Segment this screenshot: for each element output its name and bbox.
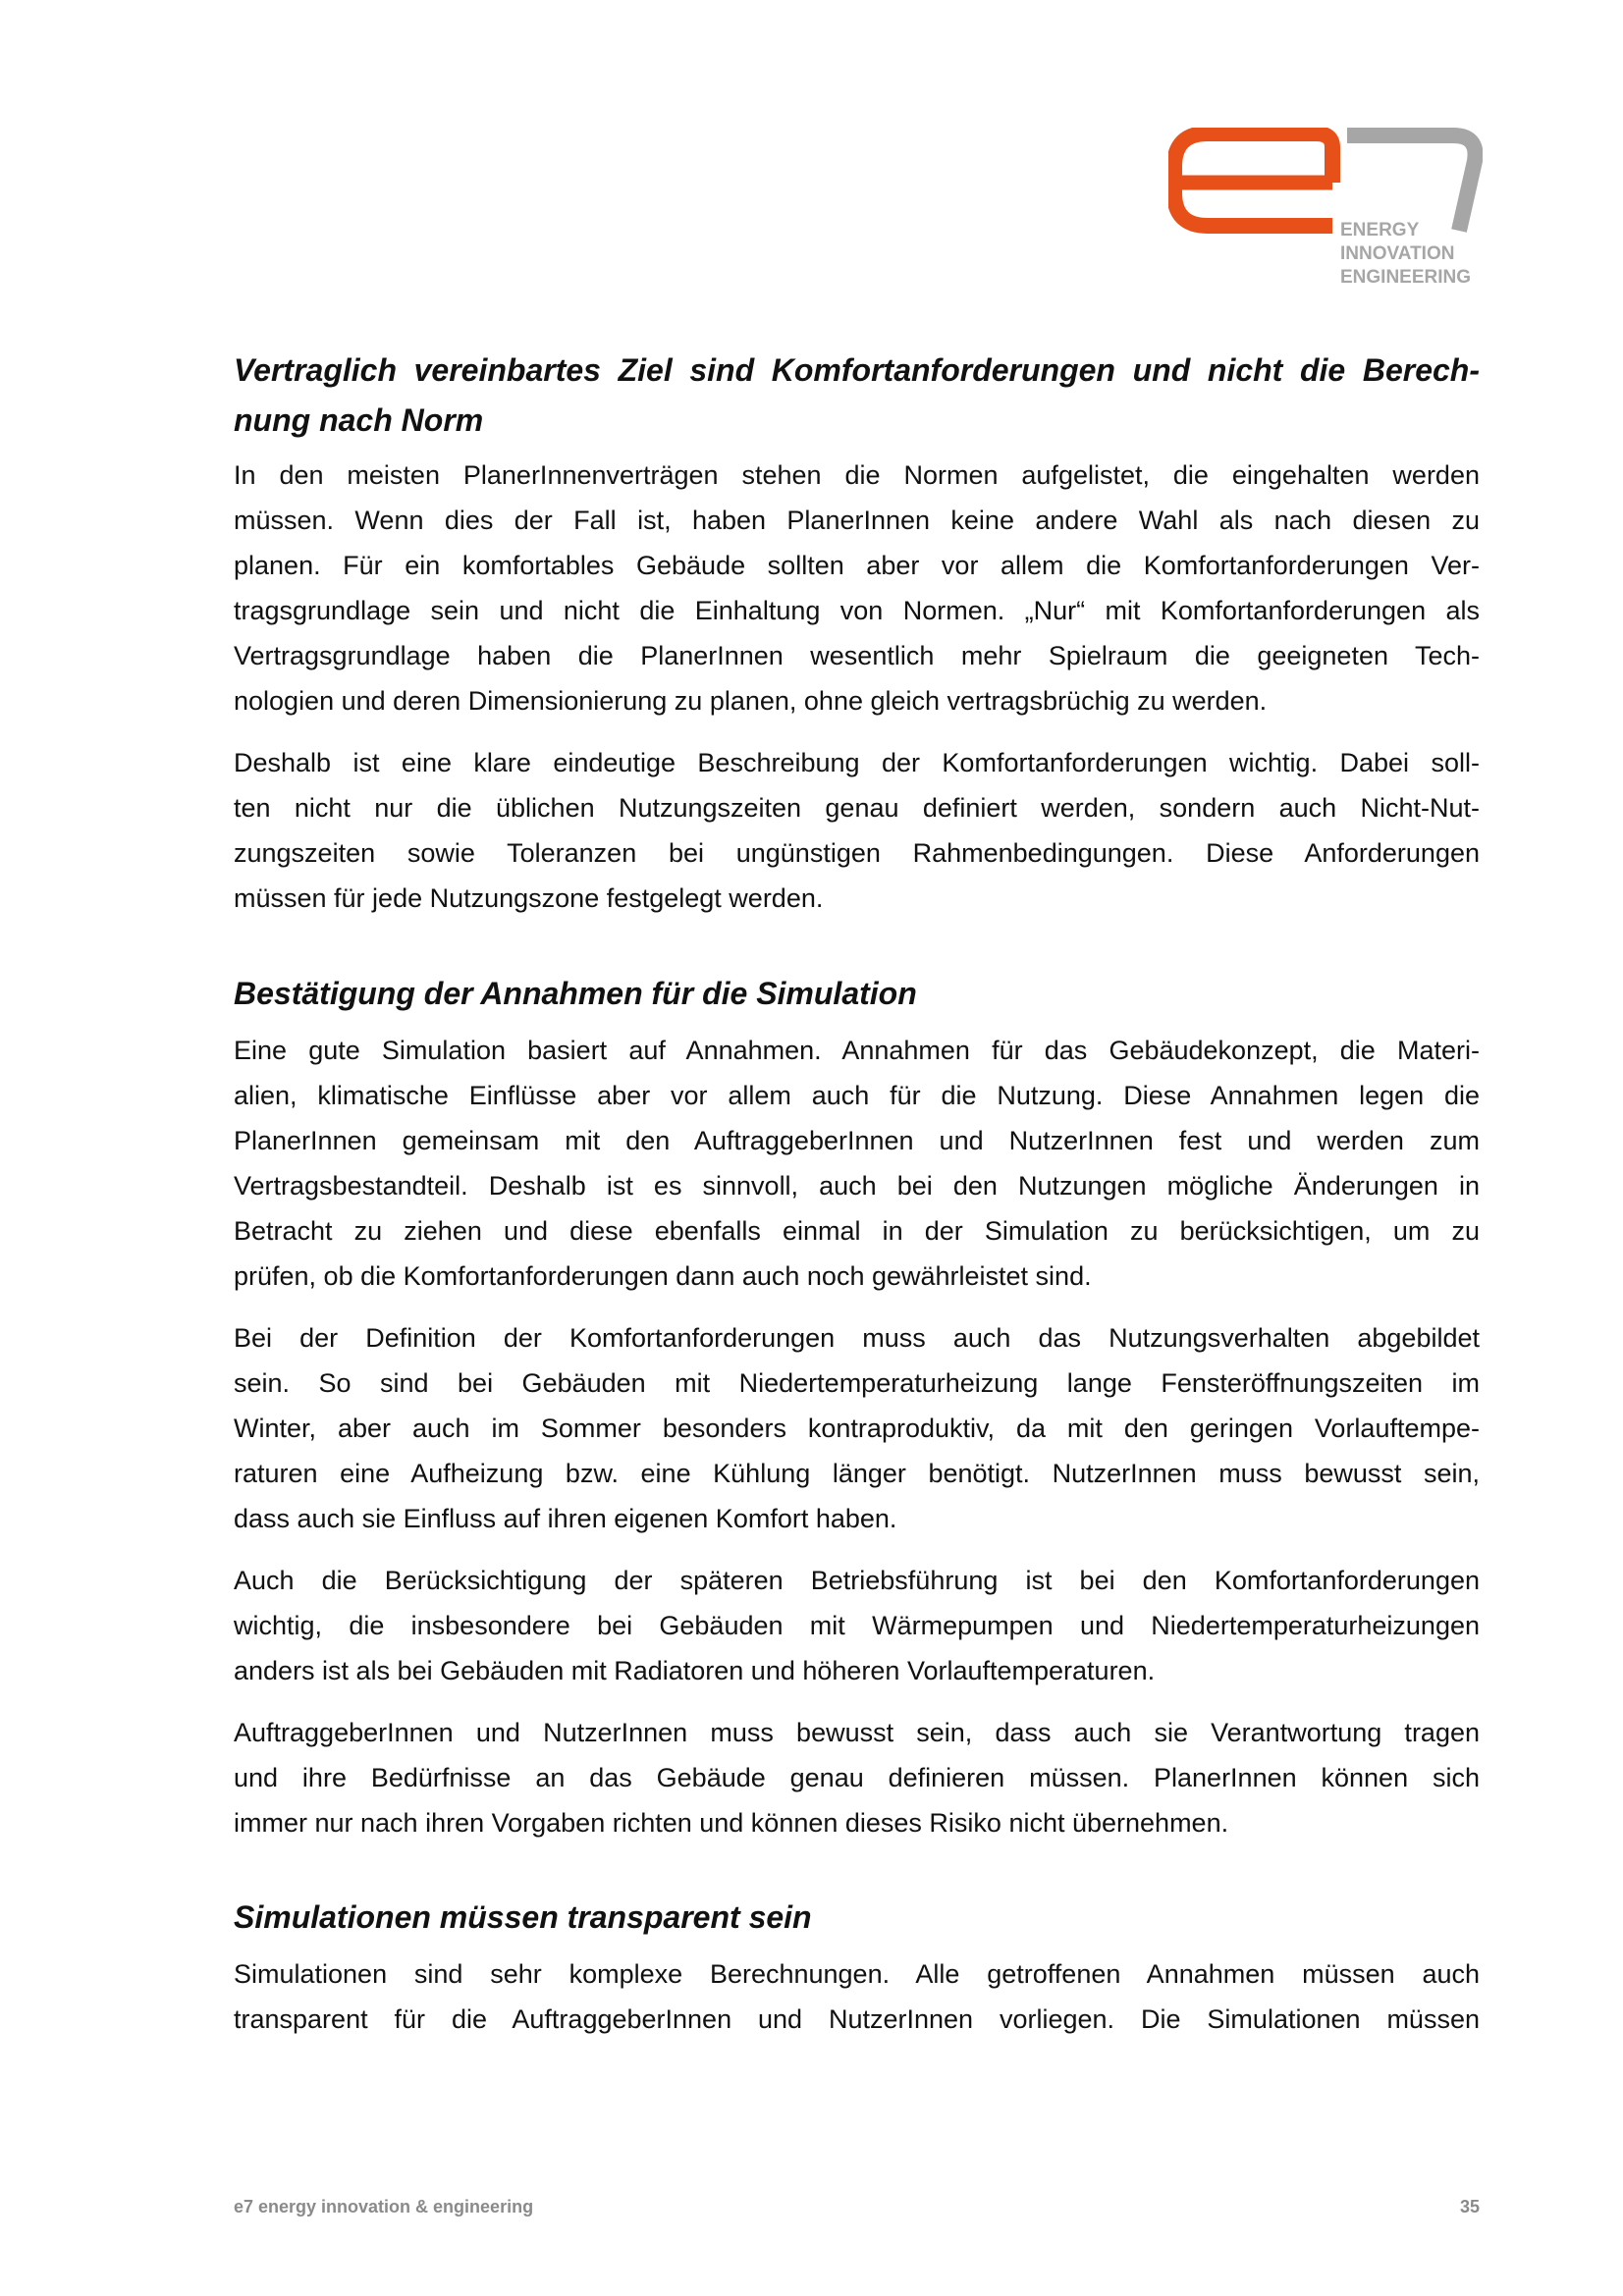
paragraph xyxy=(234,1558,1480,1693)
heading-line: nung nach Norm xyxy=(234,402,484,438)
text-line: müssen für jede Nutzungszone festgelegt werden. xyxy=(234,883,824,913)
paragraph xyxy=(234,1951,1480,2042)
text-line: Bei der Definition der Komfortanforderungen muss auch das Nutzungsverhalten abgebildet xyxy=(234,1323,1480,1353)
text-line: prüfen, ob die Komfortanforderungen dann auch noch gewährleistet sind. xyxy=(234,1261,1092,1291)
text-line: Deshalb ist eine klare eindeutige Beschreibung der Komfortanforderungen wichtig. Dabei soll- xyxy=(234,748,1480,777)
paragraph xyxy=(234,740,1480,921)
text-line: und ihre Bedürfnisse an das Gebäude genau definieren müssen. PlanerInnen können sich xyxy=(234,1763,1480,1792)
section-heading xyxy=(234,1893,1480,1943)
footer-company: e7 energy innovation & engineering xyxy=(234,2197,534,2216)
heading-line: Vertraglich vereinbartes Ziel sind Komfortanforderungen und nicht die Berech- xyxy=(234,352,1480,388)
heading-line: Simulationen müssen transparent sein xyxy=(234,1899,812,1935)
text-line: zungszeiten sowie Toleranzen bei ungünstigen Rahmenbedingungen. Diese Anforderungen xyxy=(234,838,1480,868)
text-line: müssen. Wenn dies der Fall ist, haben PlanerInnen keine andere Wahl als nach diesen zu xyxy=(234,506,1480,535)
text-line: Winter, aber auch im Sommer besonders kontraproduktiv, da mit den geringen Vorlauftempe- xyxy=(234,1414,1480,1443)
paragraph xyxy=(234,1028,1480,1299)
text-line: planen. Für ein komfortables Gebäude sollten aber vor allem die Komfortanforderungen Ver- xyxy=(234,551,1480,580)
logo-line-3: ENGINEERING xyxy=(1340,267,1472,287)
text-line: Betracht zu ziehen und diese ebenfalls einmal in der Simulation zu berücksichtigen, um zu xyxy=(234,1216,1480,1246)
text-line: tragsgrundlage sein und nicht die Einhaltung von Normen. „Nur“ mit Komfortanforderungen als xyxy=(234,596,1480,625)
text-line: raturen eine Aufheizung bzw. eine Kühlung länger benötigt. NutzerInnen muss bewusst sein, xyxy=(234,1459,1480,1488)
logo-line-1: ENERGY xyxy=(1340,220,1420,240)
text-line: ten nicht nur die üblichen Nutzungszeiten genau definiert werden, sondern auch Nicht-Nut- xyxy=(234,793,1480,823)
text-line: alien, klimatische Einflüsse aber vor allem auch für die Nutzung. Diese Annahmen legen die xyxy=(234,1081,1480,1110)
heading-line: Bestätigung der Annahmen für die Simulation xyxy=(234,976,917,1011)
text-line: Auch die Berücksichtigung der späteren Betriebsführung ist bei den Komfortanforderungen xyxy=(234,1566,1480,1595)
section-heading xyxy=(234,346,1480,446)
text-line: dass auch sie Einfluss auf ihren eigenen Komfort haben. xyxy=(234,1504,897,1533)
text-line: AuftraggeberInnen und NutzerInnen muss bewusst sein, dass auch sie Verantwortung tragen xyxy=(234,1718,1480,1747)
text-line: wichtig, die insbesondere bei Gebäuden mit Wärmepumpen und Niedertemperaturheizungen xyxy=(234,1611,1480,1640)
logo-line-2: INNOVATION xyxy=(1340,243,1455,264)
text-line: Vertragsgrundlage haben die PlanerInnen wesentlich mehr Spielraum die geeigneten Tech- xyxy=(234,641,1480,670)
text-line: sein. So sind bei Gebäuden mit Niedertemperaturheizung lange Fensteröffnungszeiten im xyxy=(234,1368,1480,1398)
text-line: nologien und deren Dimensionierung zu planen, ohne gleich vertragsbrüchig zu werden. xyxy=(234,686,1268,716)
paragraph xyxy=(234,1315,1480,1541)
paragraph xyxy=(234,453,1480,723)
text-line: In den meisten PlanerInnenverträgen stehen die Normen aufgelistet, die eingehalten werden xyxy=(234,460,1480,490)
e7-logo-mark xyxy=(1168,128,1483,287)
text-line: Simulationen sind sehr komplexe Berechnungen. Alle getroffenen Annahmen müssen auch xyxy=(234,1959,1480,1989)
text-line: PlanerInnen gemeinsam mit den AuftraggeberInnen und NutzerInnen fest und werden zum xyxy=(234,1126,1480,1155)
paragraph xyxy=(234,1710,1480,1845)
text-line: Vertragsbestandteil. Deshalb ist es sinnvoll, auch bei den Nutzungen mögliche Änderungen in xyxy=(234,1171,1480,1201)
text-line: anders ist als bei Gebäuden mit Radiatoren und höheren Vorlauftemperaturen. xyxy=(234,1656,1156,1685)
page-number: 35 xyxy=(1459,2197,1480,2216)
e7-logo xyxy=(1168,128,1483,287)
text-line: Eine gute Simulation basiert auf Annahmen. Annahmen für das Gebäudekonzept, die Materi- xyxy=(234,1036,1480,1065)
text-line: transparent für die AuftraggeberInnen und NutzerInnen vorliegen. Die Simulationen müssen xyxy=(234,2004,1480,2034)
text-line: immer nur nach ihren Vorgaben richten und können dieses Risiko nicht übernehmen. xyxy=(234,1808,1229,1838)
section-heading xyxy=(234,969,1480,1019)
